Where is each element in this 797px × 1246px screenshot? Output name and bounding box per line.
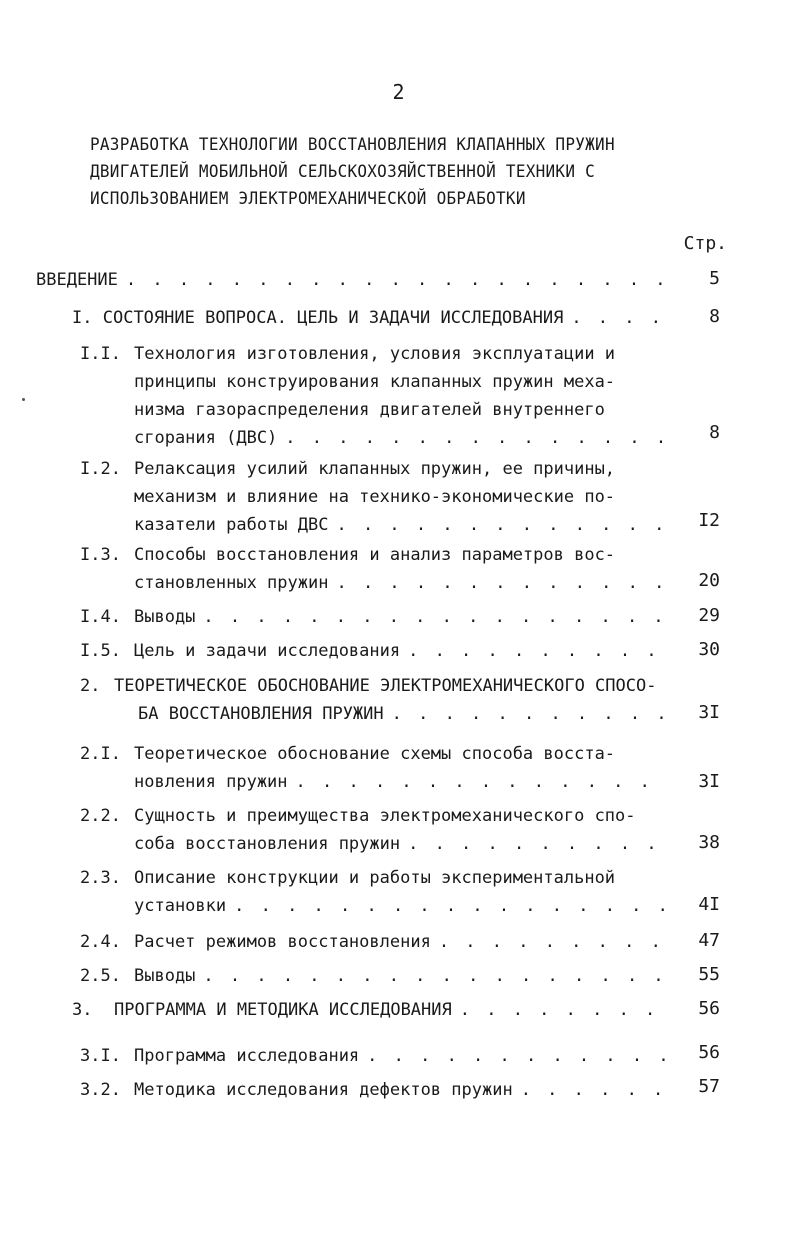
toc-entry-number: 3. [72, 1000, 93, 1020]
toc-entry-text: соба восстановления пружин [134, 834, 401, 854]
toc-entry-text: Теоретическое обоснование схемы способа восста- [134, 744, 616, 764]
toc-entry-text: Описание конструкции и работы экспериментальной [134, 868, 616, 888]
toc-page-number: 4I [698, 894, 720, 915]
toc-page-number: I2 [698, 510, 720, 531]
dot-leader [336, 569, 664, 597]
toc-page-number: 5 [709, 268, 720, 289]
dot-leader [126, 266, 664, 294]
toc-entry-number: I.3. [80, 545, 121, 565]
toc-entry-text: Расчет режимов восстановления [134, 932, 431, 952]
page-column-label: Стр. [683, 233, 727, 254]
toc-page-number: 56 [698, 998, 720, 1019]
page-number: 2 [392, 80, 405, 104]
dot-leader [460, 996, 674, 1024]
toc-entry-text: Цель и задачи исследования [134, 641, 401, 661]
dot-leader [296, 768, 664, 796]
toc-entry-number: 2.I. [80, 744, 121, 764]
toc-entry-text: сгорания (ДВС) [134, 428, 278, 448]
toc-entry-2-3 [80, 864, 674, 920]
toc-entry-chapter-1 [72, 304, 664, 332]
dot-leader [392, 700, 674, 728]
toc-entry-2-4 [80, 928, 674, 956]
toc-entry-text: новления пружин [134, 772, 288, 792]
dot-leader [234, 892, 674, 920]
toc-entry-3-1 [80, 1042, 674, 1070]
toc-entry-number: 2.2. [80, 806, 121, 826]
dot-leader [439, 928, 674, 956]
toc-entry-introduction [36, 266, 664, 294]
toc-entry-text: СОСТОЯНИЕ ВОПРОСА. ЦЕЛЬ И ЗАДАЧИ ИССЛЕДОВАНИЯ [102, 308, 564, 328]
toc-entry-text: БА ВОССТАНОВЛЕНИЯ ПРУЖИН [138, 704, 384, 724]
toc-entry-number: 2.5. [80, 966, 121, 986]
toc-entry-text: Способы восстановления и анализ параметров вос- [134, 545, 616, 565]
toc-page-number: 20 [698, 570, 720, 591]
toc-page-number: 3I [698, 702, 720, 723]
toc-entry-number: 2.4. [80, 932, 121, 952]
toc-entry-text: ТЕОРЕТИЧЕСКОЕ ОБОСНОВАНИЕ ЭЛЕКТРОМЕХАНИЧЕСКОГО СПОСО- [114, 676, 657, 696]
dot-leader [408, 637, 664, 665]
toc-entry-3-2 [80, 1076, 674, 1104]
dot-leader [203, 962, 674, 990]
toc-entry-1-1 [80, 340, 664, 452]
toc-entry-number: I.4. [80, 607, 121, 627]
toc-page-number: 38 [698, 832, 720, 853]
toc-entry-1-5 [80, 637, 664, 665]
toc-entry-text: ВВЕДЕНИЕ [36, 270, 118, 290]
toc-entry-text: низма газораспределения двигателей внутреннего [134, 400, 605, 420]
toc-entry-number: I.5. [80, 641, 121, 661]
toc-page-number: 55 [698, 964, 720, 985]
toc-page-number: 8 [709, 306, 720, 327]
toc-page-number: 57 [698, 1076, 720, 1097]
toc-entry-text: установки [134, 896, 227, 916]
toc-entry-text: Методика исследования дефектов пружин [134, 1080, 513, 1100]
dot-leader [571, 304, 664, 332]
toc-entry-text: Программа исследования [134, 1046, 360, 1066]
toc-entry-number: 3.2. [80, 1080, 121, 1100]
toc-entry-1-3 [80, 541, 664, 597]
toc-entry-number: 3.I. [80, 1046, 121, 1066]
toc-entry-text: Выводы [134, 966, 196, 986]
toc-entry-text: казатели работы ДВС [134, 515, 329, 535]
toc-entry-text: Технология изготовления, условия эксплуатации и [134, 344, 616, 364]
dot-leader [203, 603, 664, 631]
toc-page-number: 29 [698, 605, 720, 626]
toc-entry-text: механизм и влияние на технико-экономические по- [134, 487, 616, 507]
toc-entry-1-4 [80, 603, 664, 631]
toc-entry-number: 2. [80, 676, 101, 696]
toc-entry-number: I.I. [80, 344, 121, 364]
dot-leader [408, 830, 664, 858]
toc-page-number: 3I [698, 771, 720, 792]
toc-page-number: 56 [698, 1042, 720, 1063]
toc-entry-2-5 [80, 962, 674, 990]
toc-entry-text: Выводы [134, 607, 196, 627]
dot-leader [521, 1076, 674, 1104]
toc-page-number: 47 [698, 930, 720, 951]
title-line: РАЗРАБОТКА ТЕХНОЛОГИИ ВОССТАНОВЛЕНИЯ КЛАПАННЫХ ПРУЖИН [90, 135, 615, 155]
toc-entry-text: Сущность и преимущества электромеханического спо- [134, 806, 636, 826]
toc-entry-text: становленных пружин [134, 573, 329, 593]
toc-entry-number: I.2. [80, 459, 121, 479]
title-line: ИСПОЛЬЗОВАНИЕМ ЭЛЕКТРОМЕХАНИЧЕСКОЙ ОБРАБОТКИ [90, 189, 526, 209]
toc-entry-text: принципы конструирования клапанных пружин меха- [134, 372, 616, 392]
toc-entry-text: Релаксация усилий клапанных пружин, ее причины, [134, 459, 616, 479]
toc-entry-1-2 [80, 455, 664, 539]
dot-leader [285, 424, 664, 452]
toc-entry-2-1 [80, 740, 664, 796]
title-line: ДВИГАТЕЛЕЙ МОБИЛЬНОЙ СЕЛЬСКОХОЗЯЙСТВЕННОЙ ТЕХНИКИ С [90, 162, 596, 182]
toc-page-number: 8 [709, 422, 720, 443]
toc-entry-2-2 [80, 802, 664, 858]
dot-leader [367, 1042, 674, 1070]
toc-entry-number: 2.3. [80, 868, 121, 888]
toc-entry-text: ПРОГРАММА И МЕТОДИКА ИССЛЕДОВАНИЯ [114, 1000, 452, 1020]
toc-page-number: 30 [698, 639, 720, 660]
toc-entry-chapter-2 [80, 672, 674, 728]
dot-leader [336, 511, 664, 539]
toc-entry-chapter-3 [72, 996, 674, 1024]
toc-entry-number: I. [72, 308, 93, 328]
